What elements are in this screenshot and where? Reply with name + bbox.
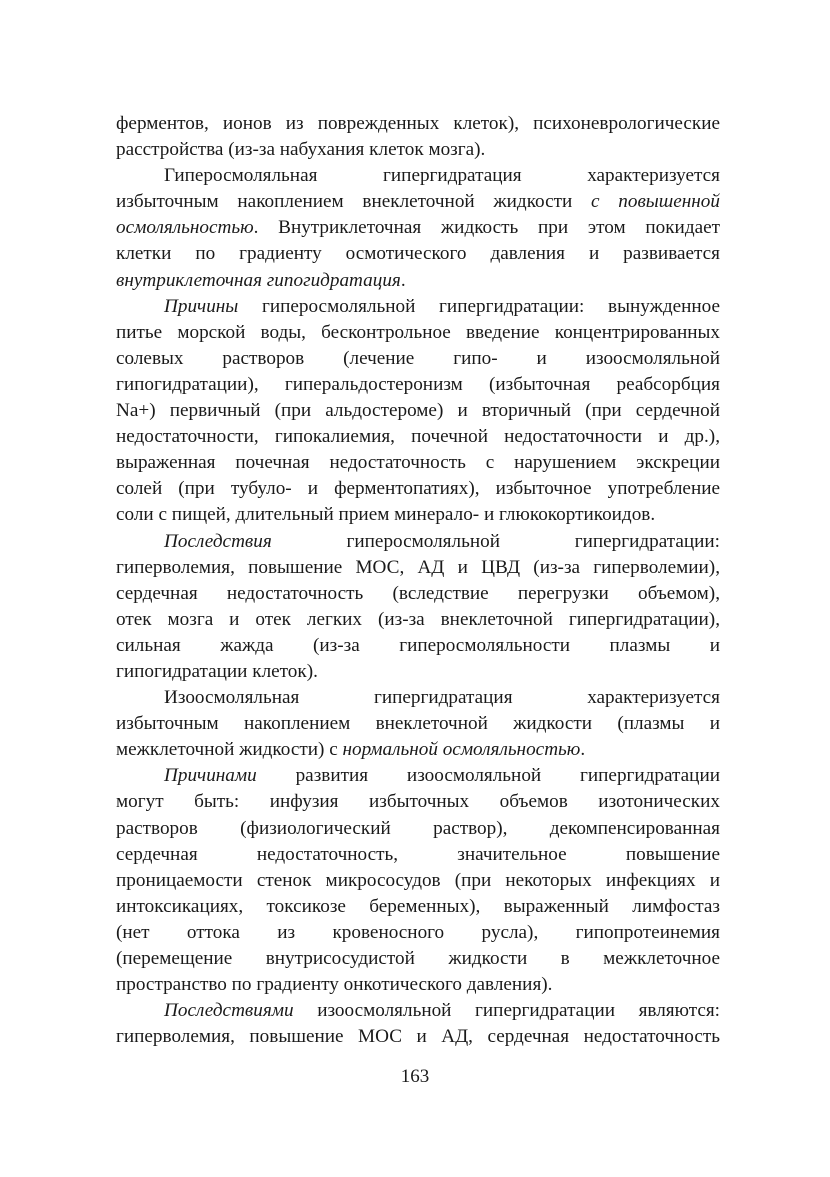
text-line: клетки по градиенту осмотического давления и развивается bbox=[116, 243, 720, 265]
text-line: избыточным накоплением внеклеточной жидкости с повышенной bbox=[116, 191, 720, 213]
page-number: 163 bbox=[400, 1066, 430, 1087]
text-line: соли с пищей, длительный прием минерало- и глюкокортикоидов. bbox=[116, 504, 656, 526]
text-line: Причинами развития изоосмоляльной гипергидратации bbox=[164, 765, 720, 787]
paragraph-7 bbox=[116, 998, 720, 1050]
italic-term: Причинами bbox=[164, 765, 257, 787]
paragraph-3 bbox=[116, 294, 720, 529]
text-line: сердечная недостаточность (вследствие перегрузки объемом), bbox=[116, 582, 720, 604]
text-line: расстройства (из-за набухания клеток мозга). bbox=[116, 139, 486, 161]
text-line: внутриклеточная гипогидратация. bbox=[116, 269, 406, 291]
page-body bbox=[116, 111, 720, 1050]
text-line: Na+) первичный (при альдостероме) и вторичный (при сердечной bbox=[116, 400, 720, 422]
italic-term: Последствия bbox=[164, 530, 272, 552]
text-line: растворов (физиологический раствор), декомпенсированная bbox=[116, 817, 720, 839]
text-line: пространство по градиенту онкотического давления). bbox=[116, 974, 553, 996]
text-line: Последствия гиперосмоляльной гипергидратации: bbox=[164, 530, 720, 552]
italic-term: Последствиями bbox=[164, 1000, 294, 1022]
text-line: Причины гиперосмоляльной гипергидратации: вынужденное bbox=[164, 295, 720, 317]
text-line: недостаточности, гипокалиемия, почечной недостаточности и др.), bbox=[116, 426, 720, 448]
text-line: выраженная почечная недостаточность с нарушением экскреции bbox=[116, 452, 720, 474]
text-line: сильная жажда (из-за гиперосмоляльности плазмы и bbox=[116, 634, 720, 656]
paragraph-2 bbox=[116, 163, 720, 293]
text-line: гиперволемия, повышение МОС, АД и ЦВД (из-за гиперволемии), bbox=[116, 556, 720, 578]
text-line: отек мозга и отек легких (из-за внеклеточной гипергидратации), bbox=[116, 608, 720, 630]
text-line: питье морской воды, бесконтрольное введение концентрированных bbox=[116, 321, 720, 343]
text-line: ферментов, ионов из поврежденных клеток), психоневрологические bbox=[116, 113, 720, 134]
italic-term: с повышенной bbox=[591, 191, 720, 213]
text-line: гипогидратации клеток). bbox=[116, 660, 318, 682]
text-line: Гиперосмоляльная гипергидратация характеризуется bbox=[164, 165, 720, 187]
italic-term: внутриклеточная гипогидратация bbox=[116, 269, 401, 291]
text-line: (нет оттока из кровеносного русла), гипопротеинемия bbox=[116, 921, 720, 943]
paragraph-1 bbox=[116, 111, 720, 163]
text-line: сердечная недостаточность, значительное повышение bbox=[116, 843, 720, 865]
italic-term: Причины bbox=[164, 295, 239, 317]
paragraph-4 bbox=[116, 529, 720, 686]
paragraph-5 bbox=[116, 685, 720, 763]
text-line: (перемещение внутрисосудистой жидкости в межклеточное bbox=[116, 948, 720, 969]
text-line: могут быть: инфузия избыточных объемов изотонических bbox=[116, 791, 720, 813]
text-line: гиперволемия, повышение МОС и АД, сердечная недостаточность bbox=[116, 1026, 720, 1048]
text-line: интоксикациях, токсикозе беременных), выраженный лимфостаз bbox=[116, 895, 720, 917]
text-line: Последствиями изоосмоляльной гипергидратации являются: bbox=[164, 1000, 720, 1022]
italic-term: осмоляльностью bbox=[116, 217, 254, 239]
text-line: солевых растворов (лечение гипо- и изоосмоляльной bbox=[116, 347, 720, 369]
text-line: проницаемости стенок микрососудов (при некоторых инфекциях и bbox=[116, 869, 720, 891]
text-line: межклеточной жидкости) с нормальной осмоляльностью. bbox=[116, 739, 586, 761]
paragraph-6 bbox=[116, 763, 720, 998]
italic-term: нормальной осмоляльностью bbox=[342, 739, 581, 761]
text-line: гипогидратации), гиперальдостеронизм (избыточная реабсорбция bbox=[116, 373, 720, 395]
text-line: избыточным накоплением внеклеточной жидкости (плазмы и bbox=[116, 713, 720, 735]
text-line: солей (при тубуло- и ферментопатиях), избыточное употребление bbox=[116, 478, 720, 500]
text-line: осмоляльностью. Внутриклеточная жидкость при этом покидает bbox=[116, 217, 720, 239]
text-line: Изоосмоляльная гипергидратация характеризуется bbox=[164, 687, 720, 709]
